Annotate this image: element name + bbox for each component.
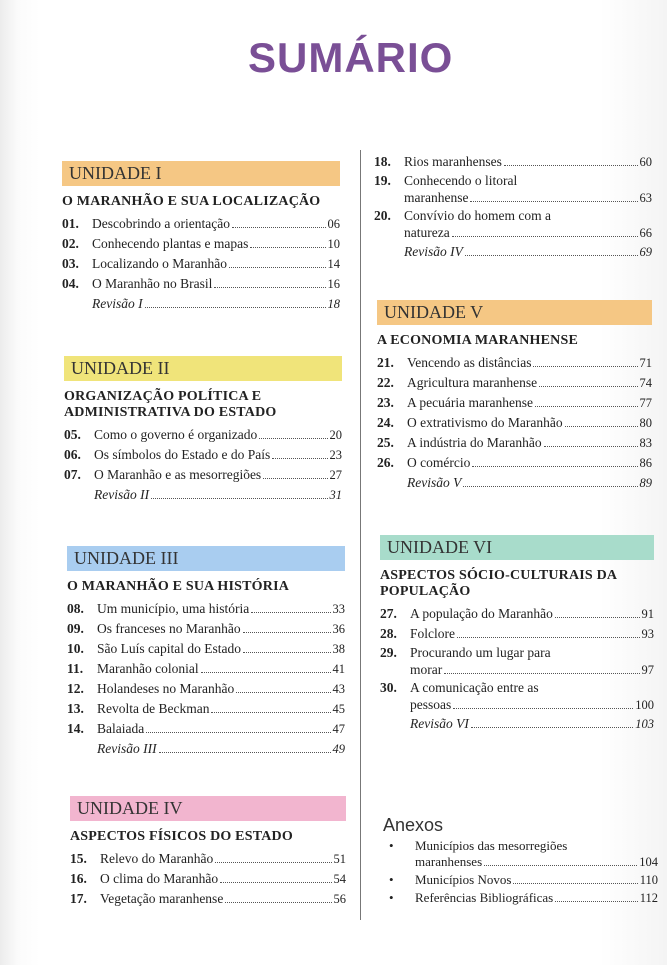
entry-page: 110 [639,873,658,887]
entry-number: 23. [377,395,394,410]
entry-number: 07. [64,467,81,482]
entry-page: 14 [327,257,340,271]
toc-entry[interactable] [380,604,654,624]
entry-number: 29. [380,645,397,660]
leader-dots [504,165,638,166]
leader-dots [484,865,637,866]
column-divider [360,150,361,920]
entry-page: 66 [639,226,652,240]
entry-number: 30. [380,680,397,695]
leader-dots [229,267,326,268]
toc-entry-continuation[interactable] [380,696,654,714]
unit-2-section-title-line1: ORGANIZAÇÃO POLÍTICA E [64,389,262,404]
unit-5 [377,300,652,493]
entry-number: 10. [67,641,84,656]
entry-number: 04. [62,276,79,291]
toc-entry[interactable] [380,644,654,661]
toc-entry[interactable] [377,373,652,393]
entry-title: São Luís capital do Estado [97,641,241,656]
unit-1-header: UNIDADE I [62,161,340,186]
toc-entry[interactable] [374,207,652,224]
anexos-title: Anexos [383,815,444,835]
entry-page: 23 [329,448,342,462]
entry-page: 27 [329,468,342,482]
toc-entry[interactable] [377,393,652,413]
toc-entry[interactable] [62,254,340,274]
unit-4 [70,796,346,909]
leader-dots [544,446,638,447]
entry-page: 18 [327,297,340,311]
entry-page: 69 [639,245,652,259]
entry-number: 25. [377,435,394,450]
entry-title: Convívio do homem com a [404,208,551,223]
entry-title: Balaiada [97,721,145,736]
entry-title: Conhecendo plantas e mapas [92,236,249,251]
entry-page: 86 [639,456,652,470]
anexo-entry[interactable] [383,872,658,888]
entry-page: 89 [639,476,652,490]
toc-entry[interactable] [62,234,340,254]
entry-number: 26. [377,455,394,470]
entry-title: Vencendo as distâncias [407,355,532,370]
anexo-entry[interactable] [383,890,658,906]
entry-title: Municípios Novos [415,872,512,887]
toc-entry-continuation[interactable] [380,661,654,679]
toc-entry[interactable] [377,433,652,453]
toc-entry[interactable] [64,445,342,465]
entry-page: 31 [329,488,342,502]
unit-1 [62,161,340,314]
entry-number: 13. [67,701,84,716]
entry-number: 12. [67,681,84,696]
leader-dots [513,883,637,884]
entry-title: O comércio [407,455,471,470]
toc-entry[interactable] [374,152,652,172]
unit-5-header: UNIDADE V [377,300,652,325]
entry-title: Procurando um lugar para [410,645,551,660]
toc-entry[interactable] [64,465,342,485]
entry-title: Revisão II [94,487,150,502]
toc-review-entry[interactable] [64,485,342,505]
page-title: SUMÁRIO [248,34,454,81]
toc-entry[interactable] [64,425,342,445]
leader-dots [470,201,637,202]
entry-title: O Maranhão e as mesorregiões [94,467,262,482]
toc-entry[interactable] [62,214,340,234]
unit-1-items [62,214,340,314]
unit-6 [380,535,654,734]
unit-3-section-title: O MARANHÃO E SUA HISTÓRIA [67,579,290,594]
leader-dots [565,426,638,427]
entry-page: 56 [333,892,346,906]
toc-entry[interactable] [67,679,345,699]
entry-page: 54 [333,872,346,886]
toc-entry[interactable] [70,869,346,889]
entry-number: 19. [374,173,391,188]
entry-title: morar [410,662,443,677]
entry-page: 97 [641,663,654,677]
entry-title: natureza [404,225,450,240]
toc-review-entry[interactable] [380,714,654,734]
entry-number: 21. [377,355,394,370]
entry-title: Revisão III [97,741,157,756]
leader-dots [145,307,326,308]
leader-dots [465,255,638,256]
toc-entry[interactable] [377,413,652,433]
entry-title: pessoas [410,697,452,712]
entry-title: Os franceses no Maranhão [97,621,241,636]
entry-number: 06. [64,447,81,462]
unit-5-section-title: A ECONOMIA MARANHENSE [377,333,578,348]
entry-title: O clima do Maranhão [100,871,219,886]
unit-2-section-title-line2: ADMINISTRATIVA DO ESTADO [64,405,277,420]
entry-number: 14. [67,721,84,736]
entry-title: Rios maranhenses [404,154,502,169]
entry-title: Agricultura maranhense [407,375,538,390]
entry-title: A população do Maranhão [410,606,553,621]
toc-entry[interactable] [380,679,654,696]
toc-entry[interactable] [377,353,652,373]
leader-dots [259,438,327,439]
entry-title: Revisão I [92,296,143,311]
bullet-icon: • [389,838,394,853]
entry-number: 16. [70,871,87,886]
entry-title: Relevo do Maranhão [100,851,214,866]
leader-dots [471,727,633,728]
leader-dots [444,673,639,674]
entry-title: Maranhão colonial [97,661,199,676]
toc-review-entry[interactable] [374,242,652,262]
entry-page: 45 [332,702,345,716]
entry-title: maranhenses [415,854,483,869]
entry-title: Como o governo é organizado [94,427,258,442]
entry-page: 36 [332,622,345,636]
leader-dots [533,366,637,367]
entry-page: 10 [327,237,340,251]
entry-title: O Maranhão no Brasil [92,276,213,291]
toc-entry[interactable] [374,172,652,189]
unit-4-header: UNIDADE IV [70,796,346,821]
entry-number: 11. [67,661,84,676]
entry-page: 80 [639,416,652,430]
entry-number: 17. [70,891,87,906]
bullet-icon: • [389,890,394,905]
entry-page: 104 [639,855,658,869]
entry-title: Descobrindo a orientação [92,216,230,231]
entry-title: Revisão V [407,475,462,490]
unit-2 [64,356,342,505]
leader-dots [453,708,633,709]
entry-number: 22. [377,375,394,390]
entry-page: 60 [639,155,652,169]
anexos [383,815,658,906]
leader-dots [236,692,330,693]
toc-entry[interactable] [67,619,345,639]
entry-page: 77 [639,396,652,410]
entry-number: 05. [64,427,81,442]
leader-dots [243,652,331,653]
toc-entry-continuation[interactable] [374,189,652,207]
leader-dots [263,478,327,479]
unit-2-header: UNIDADE II [64,356,342,381]
entry-number: 24. [377,415,394,430]
entry-page: 74 [639,376,652,390]
entry-title: Holandeses no Maranhão [97,681,235,696]
entry-page: 100 [635,698,654,712]
entry-number: 03. [62,256,79,271]
bullet-icon: • [389,872,394,887]
entry-page: 83 [639,436,652,450]
toc-entry[interactable] [377,453,652,473]
leader-dots [225,902,331,903]
entry-page: 71 [639,356,652,370]
entry-number: 20. [374,208,391,223]
entry-title: Municípios das mesorregiões [415,838,568,853]
entry-title: Revisão IV [404,244,463,259]
toc-entry[interactable] [62,274,340,294]
entry-number: 27. [380,606,397,621]
toc-entry[interactable] [70,849,346,869]
leader-dots [539,386,637,387]
entry-page: 49 [332,742,345,756]
leader-dots [452,236,638,237]
entry-page: 47 [332,722,345,736]
entry-number: 08. [67,601,84,616]
toc-entry-continuation[interactable] [374,224,652,242]
anexo-entry-continuation[interactable] [383,854,658,870]
entry-page: 38 [332,642,345,656]
leader-dots [555,617,640,618]
entry-page: 33 [332,602,345,616]
anexo-entry[interactable] [383,838,658,854]
entry-title: Vegetação maranhense [100,891,224,906]
leader-dots [555,901,637,902]
entry-number: 28. [380,626,397,641]
unit-4-section-title: ASPECTOS FÍSICOS DO ESTADO [70,829,293,844]
entry-title: maranhense [404,190,469,205]
leader-dots [151,498,327,499]
entry-title: Localizando o Maranhão [92,256,227,271]
leader-dots [463,486,637,487]
entry-number: 01. [62,216,79,231]
leader-dots [215,862,331,863]
entry-title: Revisão VI [410,716,469,731]
entry-title: A pecuária maranhense [407,395,533,410]
entry-page: 93 [641,627,654,641]
entry-page: 06 [327,217,340,231]
leader-dots [232,227,326,228]
entry-number: 02. [62,236,79,251]
leader-dots [146,732,330,733]
leader-dots [535,406,638,407]
entry-number: 18. [374,154,391,169]
toc-review-entry[interactable] [62,294,340,314]
leader-dots [201,672,331,673]
unit-6-header: UNIDADE VI [380,535,654,560]
toc-entry[interactable] [70,889,346,909]
entry-page: 63 [639,191,652,205]
entry-title: A comunicação entre as [410,680,539,695]
leader-dots [472,466,637,467]
entry-page: 91 [641,607,654,621]
entry-title: A indústria do Maranhão [407,435,542,450]
leader-dots [220,882,331,883]
entry-title: Revolta de Beckman [97,701,210,716]
toc-entry[interactable] [67,699,345,719]
entry-page: 112 [639,891,658,905]
toc-entry[interactable] [67,719,345,739]
toc-review-entry[interactable] [67,739,345,759]
toc-entry[interactable] [67,599,345,619]
toc-entry[interactable] [67,659,345,679]
entry-page: 51 [333,852,346,866]
leader-dots [250,247,325,248]
entry-page: 20 [329,428,342,442]
entry-page: 16 [327,277,340,291]
entry-title: Folclore [410,626,455,641]
unit-4-continued [374,152,652,262]
entry-page: 103 [635,717,654,731]
leader-dots [243,632,331,633]
leader-dots [214,287,325,288]
entry-page: 41 [332,662,345,676]
entry-title: O extrativismo do Maranhão [407,415,563,430]
entry-title: Conhecendo o litoral [404,173,518,188]
toc-entry[interactable] [380,624,654,644]
leader-dots [211,712,330,713]
unit-3 [67,546,345,759]
toc-entry[interactable] [67,639,345,659]
entry-title: Um município, uma história [97,601,250,616]
leader-dots [457,637,640,638]
entry-title: Os símbolos do Estado e do País [94,447,271,462]
entry-number: 09. [67,621,84,636]
unit-6-section-title-line2: POPULAÇÃO [380,584,471,599]
entry-number: 15. [70,851,87,866]
toc-review-entry[interactable] [377,473,652,493]
unit-3-header: UNIDADE III [67,546,345,571]
leader-dots [272,458,327,459]
leader-dots [159,752,331,753]
entry-title: Referências Bibliográficas [415,890,554,905]
leader-dots [251,612,330,613]
entry-page: 43 [332,682,345,696]
unit-1-section-title: O MARANHÃO E SUA LOCALIZAÇÃO [62,194,321,209]
unit-6-section-title-line1: ASPECTOS SÓCIO-CULTURAIS DA [380,568,618,583]
